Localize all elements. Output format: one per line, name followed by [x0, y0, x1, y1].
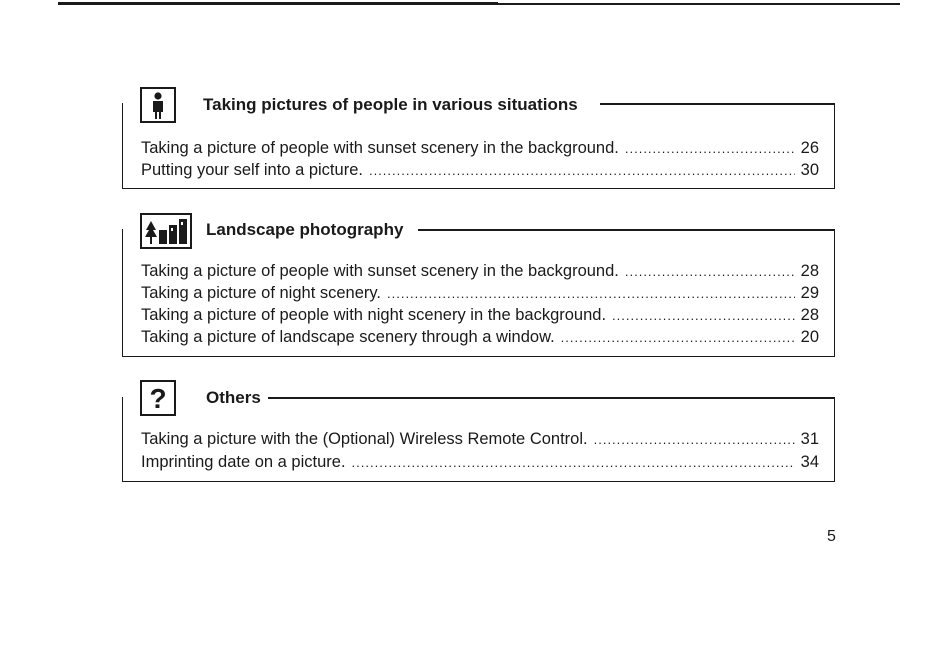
section-title: Taking pictures of people in various situations [203, 95, 584, 115]
svg-text:?: ? [149, 384, 167, 412]
toc-entry-text: Taking a picture with the (Optional) Wireless Remote Control. [141, 430, 588, 448]
toc-entry-text: Putting your self into a picture. [141, 161, 363, 179]
toc-entry-text: Taking a picture of people with sunset scenery in the background. [141, 262, 619, 280]
section-title: Landscape photography [206, 220, 409, 240]
toc-entry-page: 26 [800, 139, 819, 157]
toc-entry-text: Taking a picture of people with sunset scenery in the background. [141, 139, 619, 157]
question-mark-icon [140, 380, 176, 416]
toc-entry-page: 28 [800, 306, 819, 324]
toc-entry[interactable] [141, 306, 819, 328]
toc-entry-page: 34 [800, 453, 819, 471]
toc-entry-text: Taking a picture of people with night scenery in the background. [141, 306, 607, 324]
toc-entry-page: 20 [800, 328, 819, 346]
leader-dots [369, 163, 795, 178]
landscape-icon [140, 213, 192, 249]
leader-dots [625, 141, 795, 156]
section-rule [268, 397, 835, 399]
toc-entry-page: 30 [800, 161, 819, 179]
toc-entry-text: Taking a picture of night scenery. [141, 284, 381, 302]
toc-entry-text: Imprinting date on a picture. [141, 453, 346, 471]
leader-dots [561, 330, 795, 345]
section-title: Others [206, 388, 267, 408]
leader-dots [625, 264, 795, 279]
toc-entry[interactable] [141, 161, 819, 183]
toc-entry[interactable] [141, 284, 819, 306]
leader-dots [594, 432, 795, 447]
toc-entry[interactable] [141, 328, 819, 350]
toc-entry-page: 29 [800, 284, 819, 302]
toc-entry[interactable] [141, 430, 819, 452]
top-rule-thick [58, 2, 498, 5]
leader-dots [387, 286, 795, 301]
toc-entry-text: Taking a picture of landscape scenery through a window. [141, 328, 555, 346]
toc-entry[interactable] [141, 262, 819, 284]
page-number: 5 [827, 528, 836, 545]
person-icon [140, 87, 176, 123]
toc-entry[interactable] [141, 139, 819, 161]
toc-entry[interactable] [141, 453, 819, 475]
section-rule [600, 103, 835, 105]
toc-entry-page: 31 [800, 430, 819, 448]
leader-dots [612, 308, 795, 323]
toc-entry-page: 28 [800, 262, 819, 280]
section-rule [418, 229, 835, 231]
leader-dots [352, 455, 795, 470]
